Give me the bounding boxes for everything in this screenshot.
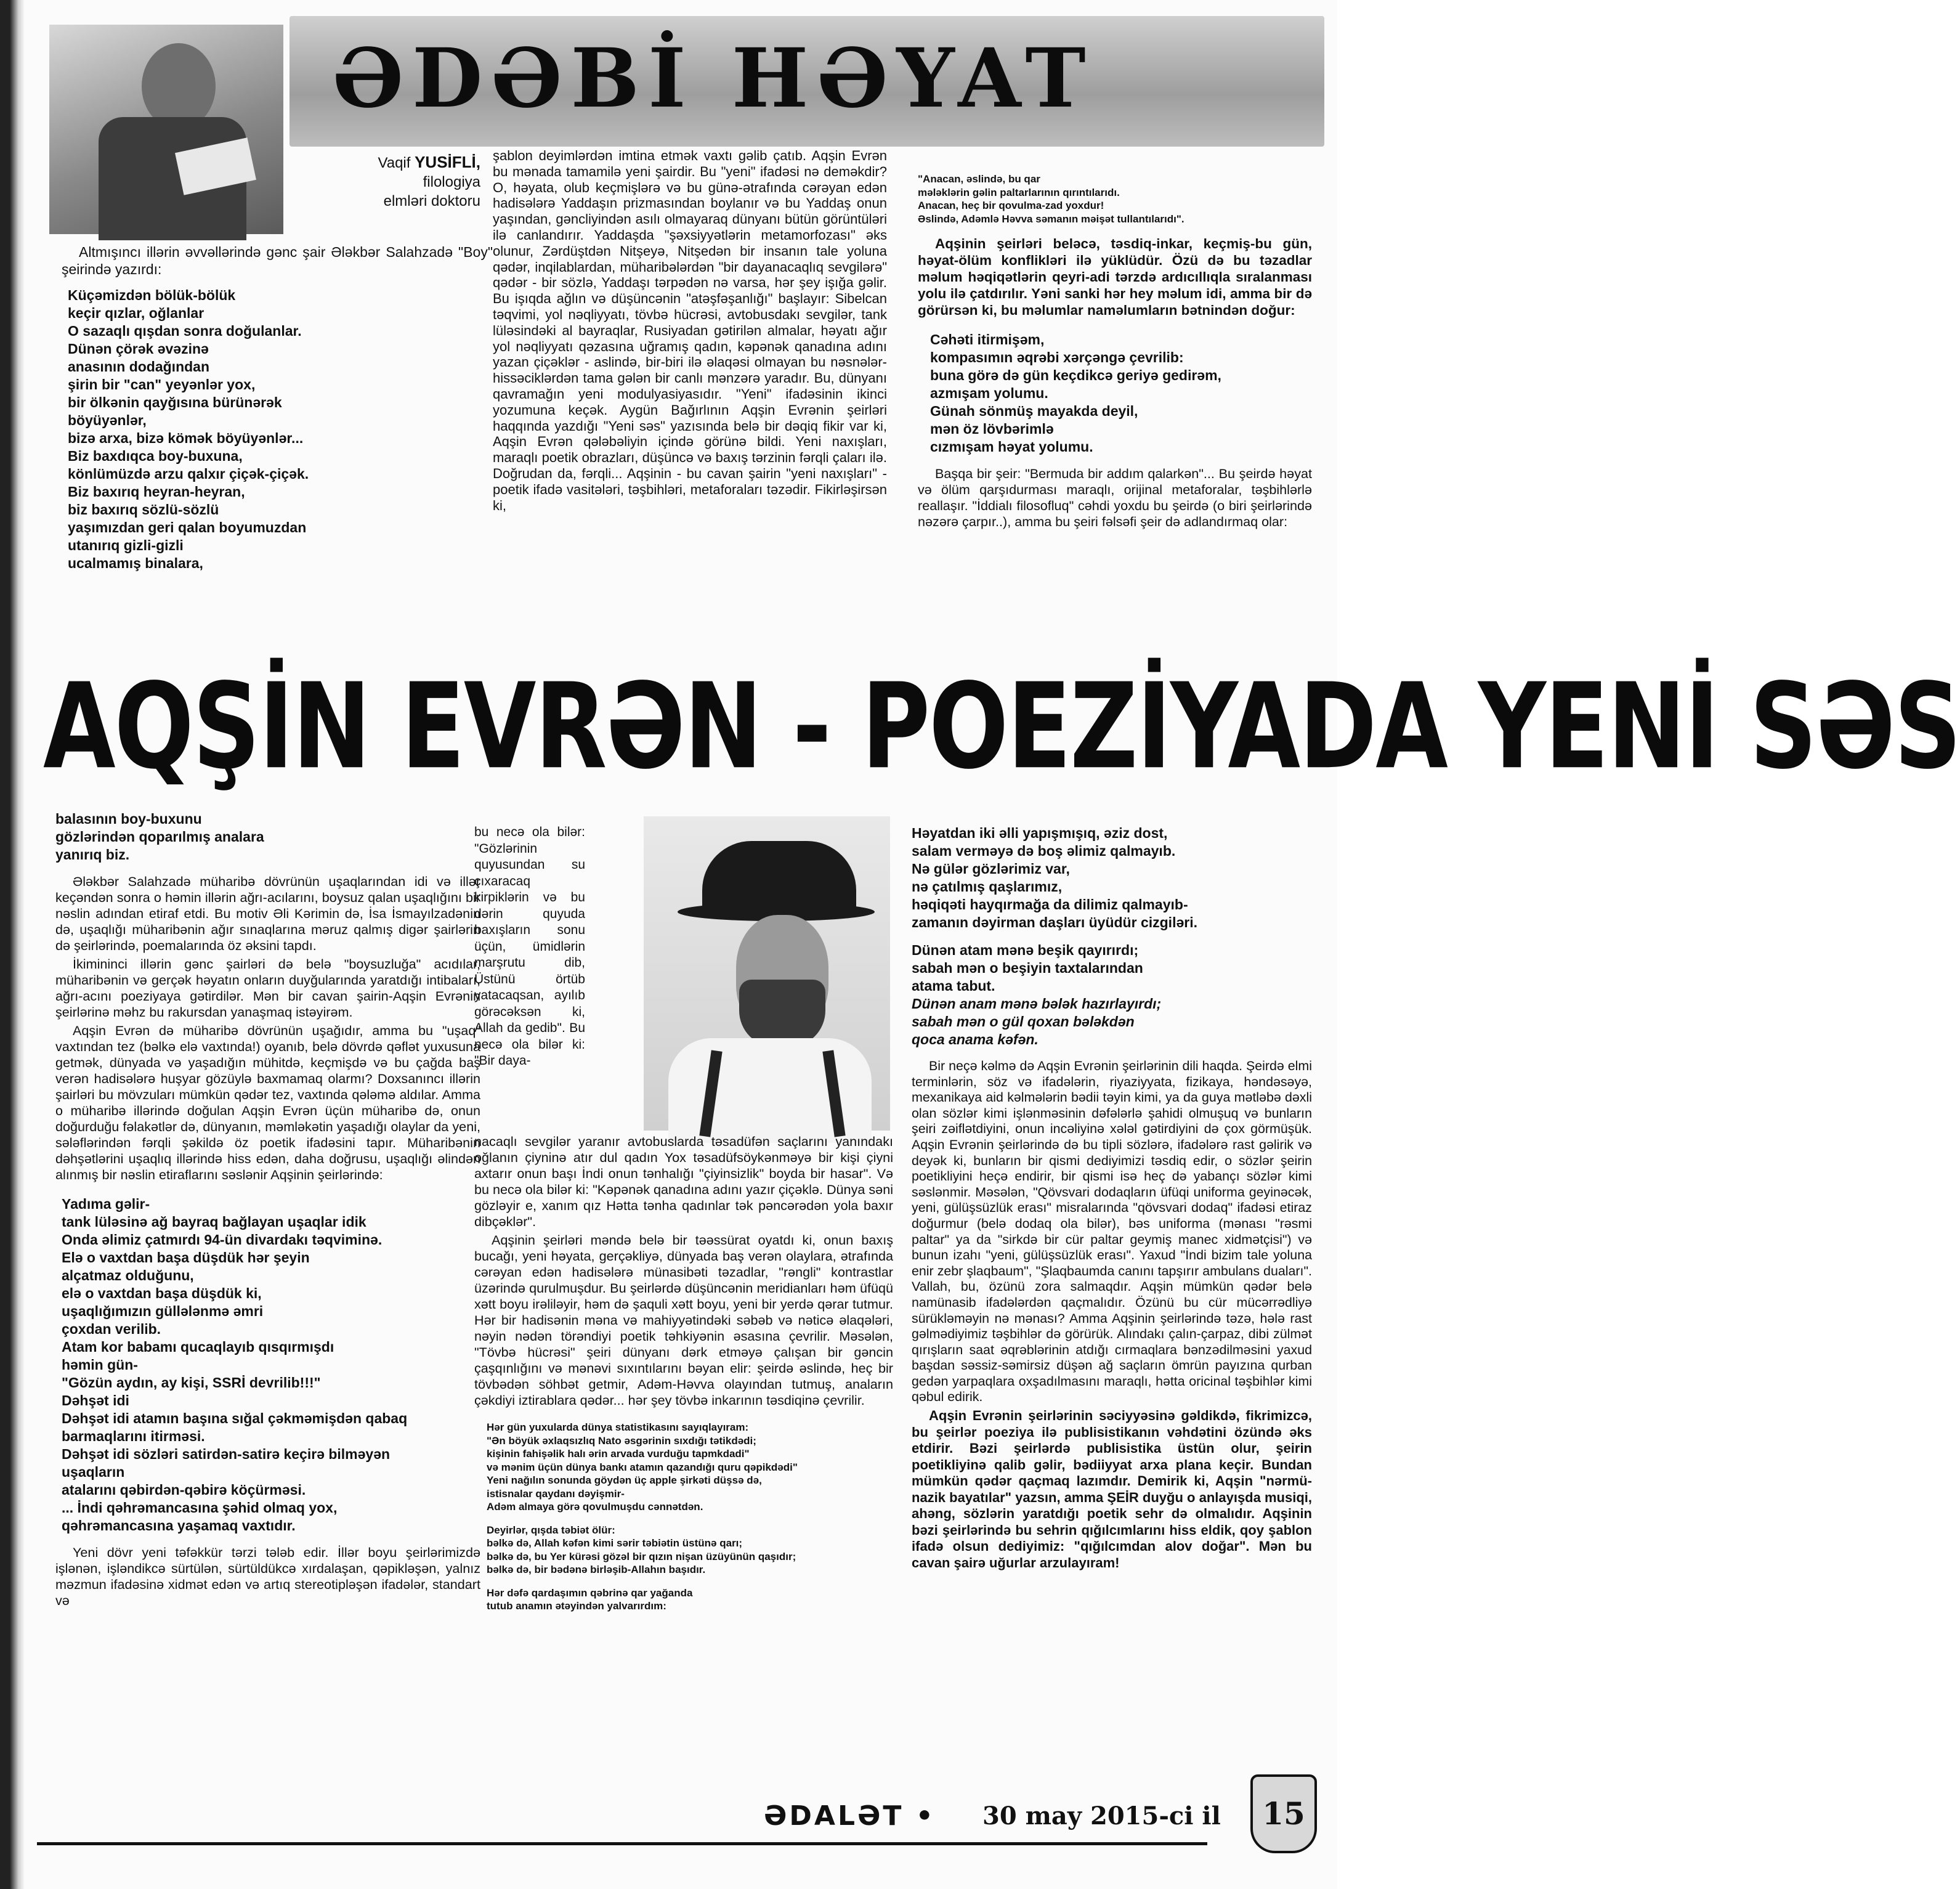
poem-line: könlümüzdə arzu qalxır çiçək-çiçək.	[68, 466, 309, 482]
author-photo	[49, 25, 283, 234]
compass-poem	[918, 331, 1312, 456]
body-paragraph: Aqşinin şeirləri beləcə, təsdiq-inkar, keçmiş-bu gün, həyat-ölüm konflikləri ilə yüklüdür. Özü də bu təzadlar məlum həqiqətlərin qeyri-adi tərzdə ardıcıllıqla sıralanması yolu ilə çatdırılır. Yəni sanki hər hey məlum idi, amma bir də görürsən ki, bu məlumlar naməlumların bətnindən doğur:	[918, 236, 1312, 318]
column-2-bottom	[474, 1134, 893, 1796]
body-paragraph: İkimininci illərin gənc şairləri də belə "boysuzluğa" acıdılar, müharibənin və gerçək həyatın onların duyğularında yaratdığı intibaları, ağrı-acını poeziyaya gətirdilər. Mən bir cavan şairin-Aqşin Evrənin şeirlərinə məhz bu rakursdan yanaşmaq istəyirəm.	[55, 956, 480, 1020]
author-degree-line2: elmləri doktoru	[383, 193, 480, 209]
poem-line: bir ölkənin qayğısına bürünərək	[68, 394, 282, 410]
body-paragraph: Ələkbər Salahzadə müharibə dövrünün uşaqlarından idi və illər keçəndən sonra o həmin illərin ağrı-acılarını, boysuz qalan uşaqlığını bir nəslin adından etiraf etdi. Bu motiv Əli Kərimin də, İsa İsmayılzadənin də, uşaqlığı müharibənin ağır sınaqlarına məruz qalmış digər şairlərin də şeirlərində, poemalarında öz əksini tapdı.	[55, 874, 480, 953]
poem-line: Günah sönmüş mayakda deyil,	[930, 403, 1138, 419]
margin-char: z	[0, 1462, 6, 1474]
winter-poem	[474, 1524, 893, 1577]
body-paragraph: şablon deyimlərdən imtina etmək vaxtı gəlib çatıb. Aqşin Evrən bu mənada tamamilə yeni şairdir. Bu "yeni" ifadəsi nə deməkdir? O, həyata, olub keçmişlərə və bu günə-ətrafında cərəyan edən hadisələrə Yaddaşın prizmasından boylanır və bu Yaddaş onun yaşından, gəncliyindən asılı olmayaraq dünyanı bütün görüntüləri ilə canlandırır. Yaddaşda "şəxsiyyətlərin metamorfozası" əks olunur, Zərdüştdən Nitşeyə, Nitşedən bir insanın tale yoluna qədər, inqilablardan, müharibələrdən "bir dayanacaqlıq sevgilərə" qədər - bir sözlə, Yaddaşı tərpədən nə varsa, hər şey işığa gəlir. Bu işıqda ağlın və düşüncənin "atəşfəşanlığı" başlayır: Sibelcan təqvimi, yol nəqliyyatı, tövbə hücrəsi, avtobusdakı sevgilər, tank lüləsindəki al bayraqlar, Rusiyadan gətirilən almalar, həyatı ağır yol nəqliyyatı qəzasına uğramış qadın, kəpənək qanadına adını yazan çiçəklər - aslində, bir-biri ilə əlaqəsi olmayan bu nəsnələr-hissəciklərdən tama gələn bir canlı mənzərə yaradır. Bu, dünyanı qavramağın yeni modulyasiyasıdır. "Yeni" ifadəsinin ikinci yozumuna keçək. Aygün Bağırlının Aqşin Evrənin şeirləri haqqında yazdığı "Yeni səs" yazısında belə bir dəqiq fikir var ki, Aqşin Evrən qələbəliyin içində görünə bildi. Yeni naxışları, maraqlı poetik obrazları, düşüncə və baxış tərzinin fərqli çaları ilə. Doğrudan da, fərqli... Aqşinin - bu cavan şairin "yeni naxışları" - poetik ifadə vasitələri, təşbihləri, metaforaları təzədir. Fikirləşirsən ki,	[493, 148, 887, 513]
poem-line: tank lüləsinə ağ bayraq bağlayan uşaqlar idik	[62, 1214, 366, 1230]
margin-char: l	[0, 1566, 4, 1578]
body-paragraph: Aqşinin şeirləri məndə belə bir təəssürat oyatdı ki, onun baxış bucağı, yeni həyata, gerçəkliyə, dünyada baş verən olaylara, ətrafında cərəyan edən hadisələrə münasibəti təzadlar, "rəngli" kontrastlar üzərində qurulmuşdur. Bu şeirlərdə düşüncənin meridianları həm üfüqü xətt boyu irəliləyir, həm də şaquli xətt boyu, yeni bir yerdə qərar tutmur. Hər bir hadisənin məna və mahiyyətindəki səbəb və nəticə əlaqələri, nəyin nədən törəndiyi poetik təhkiyənin əsasına çevrilir. Məsələn, "Tövbə hücrəsi" şeiri dünyanı dərk etməyə çalışan bir gəncin çaşqınlığını və mənəvi sıxıntılarını bəyan elir: şeirdə əslində, heç bir tövbədən söhbət getmir, Adəm-Həvva olayından tutmuş, anaların çəkdiyi iztirablara qədər... hər şey tövbə inkarının təsdiqinə çevrilir.	[474, 1232, 893, 1408]
poem-line: Adəm almaya görə qovulmuşdu cənnətdən.	[487, 1501, 703, 1513]
poem-line: ... İndi qəhrəmancasına şəhid olmaq yox,	[62, 1500, 338, 1516]
cradle-poem	[912, 941, 1312, 995]
body-paragraph: bu necə ola bilər: "Gözlərinin quyusundan su çıxaracaq kirpiklərin və bu dərin quyuda baxışların sonu üçün, ümidlərin marşrutu dib, Üstünü örtüb yatacaqsan, ayılıb görəcəksən ki, Allah da gedib". Bu necə ola bilər ki: "Bir daya-	[474, 825, 585, 1068]
poem-line: Dünən çörək əvəzinə	[68, 341, 209, 357]
poem-line: salam verməyə də boş əlimiz qalmayıb.	[912, 843, 1176, 859]
poem-line: şirin bir "can" yeyənlər yox,	[68, 376, 256, 392]
poem-line: azmışam yolumu.	[930, 385, 1048, 401]
poem-line: Biz baxdıqca boy-buxuna,	[68, 448, 243, 464]
poem-line: Yadıma gəlir-	[62, 1196, 150, 1212]
column-2-narrow	[474, 824, 585, 1132]
friend-poem	[912, 824, 1312, 932]
column-2-top	[493, 148, 887, 641]
poem-line: Elə o vaxtdan başa düşdük hər şeyin	[62, 1249, 310, 1265]
column-1-top	[62, 243, 493, 625]
margin-char: J	[0, 1721, 7, 1733]
poem-line: Hər gün yuxularda dünya statistikasını sayıqlayıram:	[487, 1421, 749, 1433]
poem-line: elə o vaxtdan başa düşdük ki,	[62, 1285, 262, 1301]
issue-date: 30 may 2015-ci il	[982, 1802, 1221, 1830]
poem-line: Deyirlər, qışda təbiət ölür:	[487, 1524, 615, 1536]
poem-line: çoxdan verilib.	[62, 1321, 161, 1337]
poem-line: Əslində, Adəmlə Həvva səmanın məişət tullantılarıdı".	[918, 213, 1185, 225]
poem-line: atama tabut.	[912, 978, 995, 994]
poem-line: "Gözün aydın, ay kişi, SSRİ devrilib!!!"	[62, 1375, 321, 1391]
poem-line: biz baxırıq sözlü-sözlü	[68, 502, 219, 518]
poem-line: keçir qızlar, oğlanlar	[68, 305, 205, 321]
footer-bullet: •	[915, 1800, 936, 1832]
poem-line: gözlərindən qoparılmış analara	[55, 829, 264, 845]
poem-line: Yeni nağılın sonunda göydən üç apple şirkəti düşsə də,	[487, 1474, 762, 1486]
poem-line: atalarını qəbirdən-qəbirə köçürməsi.	[62, 1482, 306, 1498]
body-paragraph: Bir neçə kəlmə də Aqşin Evrənin şeirlərinin dili haqda. Şeirdə elmi terminlərin, söz və ifadələrin, riyaziyyata, fizikaya, həndəsəyə, mexanikaya aid kəlmələrin bədii təyin kimi, ya da guya mətləbə dəxli olan sözlər kimi işlənməsinin dəfələrlə şahidi olmuşuq və bunların şeiri zəiflətdiyini, onun incəliyinə xələl gətirdiyini də çox görmüşük. Aqşin Evrənin şeirlərində də bu tipli sözlərə, ifadələrə rast gəlirik və deyək ki, bunların bir qismi dediyimizi təsdiq edir, o sözlər şeirin poetikliyini heçə endirir, bir qismi isə heç də yabançı sözlər kimi səslənmir. Məsələn, "Qövsvari dodaqların üfüqi uniforma geyinəcək, yeni, gülüşsüzlük erası" misralarında "qövsvari dodaq" ifadəsi etiraz doğurmur (belə dodaq ola bilər), bəs uniforma (mənası "rəsmi paltar" ya da "sirkdə bir cür paltar geymiş manec xidmətçisi") və bunun izahı "yeni, gülüşsüzlük erası". Yaxud "İndi bizim tale yoluna enir zebr şlaqbaum", "Şlaqbaumda canını tapşırır ambulans duaları". Vallah, bu, özünü zora salmaqdır. Aqşin mümkün qədər belə namünasib ifadələrdən qaçmalıdır. Özünü bu cür mücərrədliyə sürükləməyin nə mənası? Amma Aqşinin şeirlərində təzə, hələ rast gəlmədiyimiz təşbihlər də görürük. Alındakı çalın-çarpaz, dibi zülmət qırışların saat əqrəblərinin atdığı cırmaqlara bənzədilməsini yaxud başdan səssiz-səmirsiz düşən ağ saçların ömrün payızına qurban gedən yarpaqlara oxşadılmasını maraqlı, hətta oricinal təşbihlər kimi qəbul edirik.	[912, 1058, 1312, 1405]
body-paragraph: Aqşin Evrən də müharibə dövrünün uşağıdır, amma bu "uşaq" vaxtından tez (bəlkə elə vaxtında!) oyanıb, belə dövrdə qəflət yuxusuna getmək, dünyada və yaşadığın mühitdə, keçmişdə və bu çağda baş verən hadisələrə huşyar gözüylə baxmamaq olarmı? Doxsanıncı illərin şairləri bu mövzuları mümkün qədər tez, vaxtında qələmə aldılar. Amma o müharibə illərində doğulan Aqşin Evrən üçün müharibə də, onun doğurduğu fəlakətlər də, dünyanın, məmləkətin yaşadığı olaylar da yeni, sələflərindən fərqli şəkildə öz poetik ifadəsini tapır. Müharibənin dəhşətlərini uşaqlıq illərində hiss edən, daha doğrusu, uşaqlığı əlindən alınmış bir nəslin etiraflarını səslənir Aqşinin şeirlərində:	[55, 1023, 480, 1182]
footer-rule	[37, 1842, 1207, 1845]
article-headline: AQŞİN EVRƏN - POEZİYADA YENİ SƏS	[43, 657, 1960, 795]
poem-line: yanırıq biz.	[55, 847, 130, 863]
margin-fragments	[0, 1429, 12, 1740]
author-byline	[290, 153, 480, 211]
poem-line: bizə arxa, bizə kömək böyüyənlər...	[68, 430, 304, 446]
poem-line: Dəhşət idi sözləri satirdən-satirə keçirə bilməyən	[62, 1446, 391, 1462]
poem-line: buna görə də gün keçdikcə geriyə gedirəm,	[930, 367, 1221, 383]
closing-paragraph: Aqşin Evrənin şeirlərinin səciyyəsinə gəldikdə, fikrimizcə, bu şeirlər poeziya ilə publisistikanın vəhdətini özündə əks etdirir. Bəzi şeirlərdə publisistika üstün olur, şeirin poetikliyinə qalib gəlir, bədiiyyat arxa plana keçir. Bundan mümkün qədər qaçmaq lazımdır. Demirik ki, Aqşin "nərmü-nazik bayatılar" yazsın, amma ŞEİR duyğu o anlayışda musiqi, ahəng, sözlərin yaratdığı poetik sehr də olmalıdır. Aqşinin bəzi şeirlərində bu sehrin qığılcımlarını hiss eldik, qoy şablon ifadə olsun dediyimiz: "qığılcımdan alov doğar". Mən bu cavan şairə uğurlar arzulayıram!	[912, 1408, 1312, 1570]
margin-char: -	[0, 1669, 4, 1681]
body-paragraph: nacaqlı sevgilər yaranır avtobuslarda təsadüfən saçlarını yanındakı oğlanın çiyninə atır dul qadın Yox təsadüfsöykənməyə bir kişi çiyni axtarır onun başı İndi onun tənhalığı "çiyinsizlik" boyda bir hasar". Və bu necə ola bilər ki: "Kəpənək qanadına adını yazır çiçəklə. Dünya səni gözləyir e, xanım qız Hətta tənha qadınlar tək pəncərədən yola baxır dibçəklər".	[474, 1134, 893, 1229]
poem-line: böyüyənlər,	[68, 412, 147, 428]
poem-line: Anacan, heç bir qovulma-zad yoxdur!	[918, 200, 1104, 211]
page-number-badge	[1250, 1774, 1317, 1853]
margin-char: f	[0, 1436, 4, 1448]
poem-line: Dünən atam mənə beşik qayırırdı;	[912, 942, 1139, 958]
poet-photo	[644, 816, 890, 1131]
poem-line: və mənim üçün dünya bankı atamın qazandığı quru qəpikdədi"	[487, 1461, 798, 1473]
poem-line: Nə gülər gözlərimiz var,	[912, 861, 1070, 877]
poem-line: bəlkə də, bu Yer kürəsi gözəl bir qızın nişan üzüyünün qaşıdır;	[487, 1550, 796, 1562]
poem-line: yaşımızdan geri qalan boyumuzdan	[68, 519, 307, 535]
poem-line: həmin gün-	[62, 1357, 138, 1373]
tank-poem	[55, 1195, 480, 1535]
swaddle-poem	[912, 995, 1312, 1049]
poem-line: istisnalar qaydanı dəyişmir-	[487, 1487, 625, 1500]
poem-line: Dünən anam mənə bələk hazırlayırdı;	[912, 996, 1162, 1012]
brother-poem	[474, 1586, 893, 1613]
poem-line: barmaqlarını itirməsi.	[62, 1428, 205, 1444]
poet-photo-beard	[739, 980, 825, 1047]
lead-poem-end	[55, 810, 480, 864]
poem-line: anasının dodağından	[68, 359, 210, 375]
poem-line: bəlkə də, bir bədənə birləşib-Allahın başıdır.	[487, 1564, 706, 1575]
page-number: 15	[1262, 1795, 1305, 1832]
poem-line: kişinin fahişəlik halı ərin arvada vurduğu tapmkdadi"	[487, 1448, 750, 1460]
author-degree-line1: filologiya	[423, 174, 480, 190]
margin-char: v	[0, 1514, 7, 1526]
margin-char: -	[0, 1591, 4, 1604]
poem-line: Hər dəfə qardaşımın qəbrinə qar yağanda	[487, 1586, 693, 1599]
poem-line: zamanın dəyirman daşları üyüdür cizgiləri.	[912, 914, 1197, 930]
poem-line: mən öz lövbərimlə	[930, 421, 1054, 437]
poem-line: uşaqlığımızın güllələnmə əmri	[62, 1303, 264, 1319]
poem-line: uşaqların	[62, 1464, 125, 1480]
boy-poem	[62, 286, 493, 572]
poem-line: Küçəmizdən bölük-bölük	[68, 287, 236, 303]
newspaper-name	[764, 1800, 936, 1832]
statistics-poem	[474, 1421, 893, 1514]
margin-char: -	[0, 1540, 4, 1552]
poem-line: Biz baxırıq heyran-heyran,	[68, 484, 245, 500]
margin-char: ə	[0, 1488, 7, 1500]
poem-line: O sazaqlı qışdan sonra doğulanlar.	[68, 323, 302, 339]
poem-line: Dəhşət idi atamın başına sığal çəkməmişdən qabaq	[62, 1410, 408, 1426]
poem-line: alçatmaz olduğunu,	[62, 1267, 194, 1283]
column-3-top	[918, 173, 1312, 647]
poem-line: "Anacan, əslində, bu qar	[918, 173, 1040, 185]
poem-line: Atam kor babamı qucaqlayıb qısqırmışdı	[62, 1339, 334, 1355]
poem-line: bəlkə də, Allah kəfən kimi sərir təbiətin üstünə qarı;	[487, 1537, 743, 1549]
margin-char: i	[0, 1695, 4, 1707]
author-surname: YUSİFLİ,	[415, 153, 480, 171]
column-1-bottom	[55, 810, 480, 1796]
poem-line: kompasımın əqrəbi xərçəngə çevrilib:	[930, 349, 1184, 365]
body-paragraph: Başqa bir şeir: "Bermuda bir addım qalarkən"... Bu şeirdə həyat və ölüm qarşıdurması maraqlı, orijinal metaforalar, təşbihlərlə reallaşır. "İddialı filosofluq" cəhdi yoxdu bu şeirdə (o biri şeirlərində nəzərə çarpır..), amma bu şeiri fəlsəfi şeir də adlandırmaq olar:	[918, 466, 1312, 529]
margin-char: n	[0, 1617, 7, 1630]
poem-line: mələklərin gəlin paltarlarının qırıntılarıdı.	[918, 186, 1120, 198]
poem-line: qəhrəmancasına yaşamaq vaxtıdır.	[62, 1517, 296, 1534]
poem-line: həqiqəti hayqırmağa da dilimiz qalmayıb-	[912, 896, 1188, 912]
poem-line: "Ən böyük əxlaqsızlıq Nato əsgərinin sıxdığı tətikdədi;	[487, 1434, 756, 1447]
section-title: ƏDƏBİ HƏYAT	[333, 31, 1095, 126]
intro-paragraph: Altmışıncı illərin əvvəllərində gənc şair Ələkbər Salahzadə "Boy" şeirində yazırdı:	[62, 244, 493, 277]
poem-line: Onda əlimiz çatmırdı 94-ün divardakı təqviminə.	[62, 1232, 383, 1248]
margin-char: i	[0, 1643, 4, 1655]
author-first-name: Vaqif	[378, 155, 415, 171]
author-photo-head	[142, 43, 216, 129]
poem-line: sabah mən o beşiyin taxtalarından	[912, 960, 1143, 976]
snow-poem	[918, 173, 1312, 225]
poem-line: nə çatılmış qaşlarımız,	[912, 879, 1063, 895]
poem-line: ucalmamış binalara,	[68, 555, 203, 571]
poem-line: balasının boy-buxunu	[55, 811, 202, 827]
poem-line: Cəhəti itirmişəm,	[930, 331, 1045, 347]
column-3-bottom	[912, 824, 1312, 1767]
poem-line: Dəhşət idi	[62, 1392, 129, 1408]
body-paragraph: Yeni dövr yeni təfəkkür tərzi tələb edir. İllər boyu şeirlərimizdə işlənən, işləndikcə sürtülən, sürtüldükcə xırdalaşan, qəpikləşən, yalnız məzmun ifadəsinə xidmət edən və artıq stereotipləşən ifadələr, standart və	[55, 1545, 480, 1608]
poem-line: qoca anama kəfən.	[912, 1031, 1039, 1047]
poem-line: cızmışam həyat yolumu.	[930, 439, 1093, 455]
newspaper-name-text: ƏDALƏT	[764, 1800, 904, 1832]
poem-line: tutub anamın ətəyindən yalvarırdım:	[487, 1600, 666, 1612]
poem-line: Həyatdan iki əlli yapışmışıq, əziz dost,	[912, 825, 1168, 841]
poem-line: sabah mən o gül qoxan bələkdən	[912, 1014, 1135, 1030]
poem-line: utanırıq gizli-gizli	[68, 537, 184, 553]
